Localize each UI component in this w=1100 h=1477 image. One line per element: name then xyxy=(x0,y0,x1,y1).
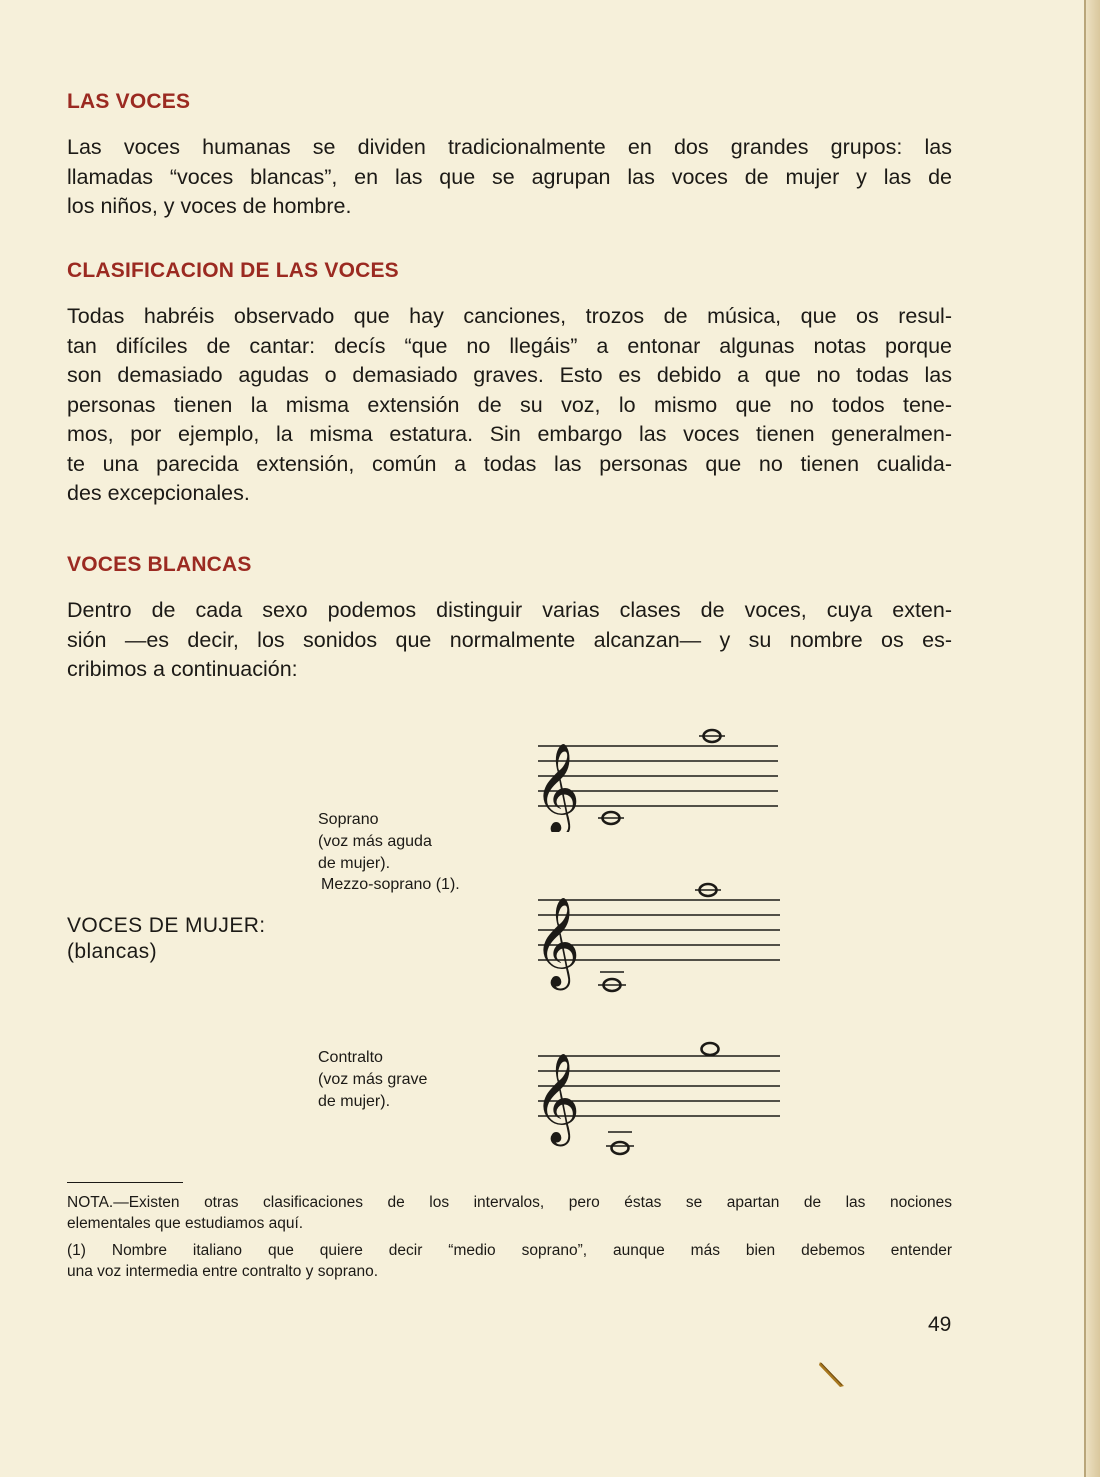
paragraph-las-voces xyxy=(67,133,952,222)
page-number: 49 xyxy=(928,1313,952,1336)
contralto-label xyxy=(318,1047,427,1113)
whole-note-icon xyxy=(702,1043,719,1055)
heading-clasificacion: CLASIFICACION DE LAS VOCES xyxy=(67,259,399,282)
whole-note-icon xyxy=(699,730,725,742)
group-label-line: VOCES DE MUJER: xyxy=(67,914,266,937)
page-edge-shadow xyxy=(1084,0,1100,1477)
whole-note-icon xyxy=(606,1132,634,1154)
paragraph-line: Dentro de cada sexo podemos distinguir varias clases de voces, cuya exten- xyxy=(67,598,952,622)
contralto-staff xyxy=(520,1022,790,1162)
paragraph-clasificacion xyxy=(67,302,952,509)
treble-clef-icon: 𝄞 xyxy=(534,1053,581,1143)
paragraph-line: Las voces humanas se dividen tradicionalmente en dos grandes grupos: las xyxy=(67,135,952,159)
paragraph-line: cribimos a continuación: xyxy=(67,657,298,681)
mezzo-label-line: Mezzo-soprano (1). xyxy=(321,876,460,893)
page-edge-line xyxy=(1084,0,1086,1477)
soprano-label-line: de mujer). xyxy=(318,855,391,872)
contralto-label-line: de mujer). xyxy=(318,1093,391,1110)
footnote-line: NOTA.—Existen otras clasificaciones de los intervalos, pero éstas se apartan de las nociones xyxy=(67,1194,952,1211)
treble-clef-icon: 𝄞 xyxy=(534,897,581,987)
soprano-label xyxy=(318,809,432,875)
treble-clef-icon: 𝄞 xyxy=(534,743,581,832)
whole-note-icon xyxy=(695,884,721,896)
soprano-staff xyxy=(520,712,790,832)
group-label-line: (blancas) xyxy=(67,940,157,963)
paragraph-line: Todas habréis observado que hay canciones, trozos de música, que os resul- xyxy=(67,304,952,328)
soprano-label-line: (voz más aguda xyxy=(318,833,432,850)
paragraph-line: llamadas “voces blancas”, en las que se agrupan las voces de mujer y las de xyxy=(67,164,952,189)
paragraph-line: personas tienen la misma extensión de su voz, lo mismo que no todos tene- xyxy=(67,392,952,417)
paragraph-line: mos, por ejemplo, la misma estatura. Sin embargo las voces tienen generalmen- xyxy=(67,422,952,446)
paragraph-line: los niños, y voces de hombre. xyxy=(67,194,352,218)
heading-las-voces: LAS VOCES xyxy=(67,90,191,113)
whole-note-icon xyxy=(598,972,626,991)
group-label-voces-de-mujer xyxy=(67,913,266,965)
mezzo-staff xyxy=(520,866,790,996)
footnote-nota xyxy=(67,1192,952,1234)
paragraph-line: te una parecida extensión, común a todas las personas que no tienen cualida- xyxy=(67,451,952,476)
mezzo-label xyxy=(321,874,460,896)
paragraph-line: son demasiado agudas o demasiado graves. Esto es debido a que no todas las xyxy=(67,363,952,387)
paragraph-line: sión —es decir, los sonidos que normalmente alcanzan— y su nombre os es- xyxy=(67,627,952,652)
footnote-rule xyxy=(67,1182,183,1183)
contralto-label-line: Contralto xyxy=(318,1049,383,1066)
footnote-line: una voz intermedia entre contralto y soprano. xyxy=(67,1263,379,1280)
paragraph-line: tan difíciles de cantar: decís “que no llegáis” a entonar algunas notas porque xyxy=(67,333,952,358)
whole-note-icon xyxy=(598,812,624,824)
footnote-line: elementales que estudiamos aquí. xyxy=(67,1215,304,1232)
footnote-1 xyxy=(67,1240,952,1282)
quill-mark-icon xyxy=(818,1360,848,1390)
footnote-line: (1) Nombre italiano que quiere decir “medio soprano”, aunque más bien debemos entender xyxy=(67,1242,952,1259)
contralto-label-line: (voz más grave xyxy=(318,1071,428,1088)
soprano-label-line: Soprano xyxy=(318,811,379,828)
paragraph-line: des excepcionales. xyxy=(67,481,250,505)
paragraph-voces-blancas xyxy=(67,596,952,685)
heading-voces-blancas: VOCES BLANCAS xyxy=(67,553,252,576)
